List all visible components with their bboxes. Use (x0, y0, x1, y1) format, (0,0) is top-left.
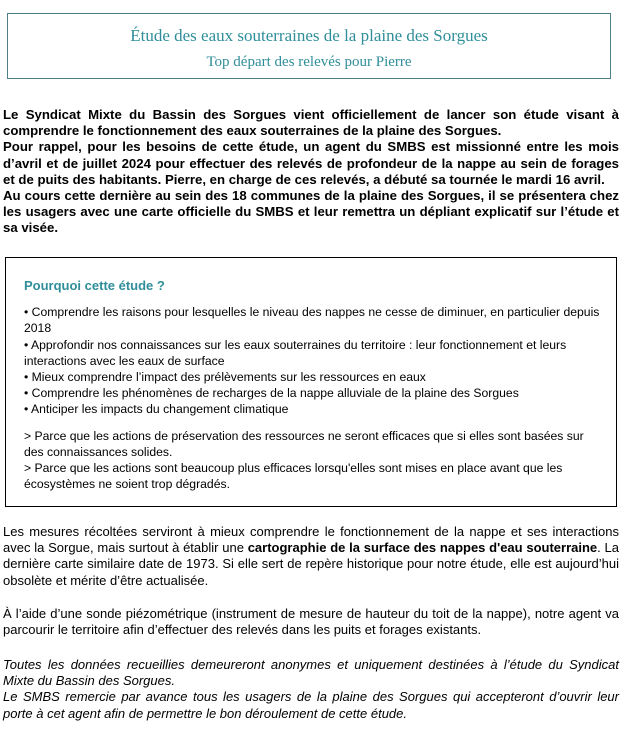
intro-paragraph-1: Le Syndicat Mixte du Bassin des Sorgues vient officiellement de lancer son étude visant à comprendre le fonctionnement des eaux souterraines de la plaine des Sorgues. (3, 107, 619, 139)
why-bullet: • Anticiper les impacts du changement climatique (24, 402, 289, 417)
why-bullet-list (24, 304, 602, 417)
why-reason-list (24, 428, 602, 493)
why-bullet: • Mieux comprendre l’impact des prélèvements sur les ressources en eaux (24, 370, 426, 385)
why-reason: > Parce que les actions de préservation des ressources ne seront efficaces que si elles sont basées sur des connaissances solides. (24, 428, 584, 459)
body-p1-bold: cartographie de la surface des nappes d'eau souterraine (247, 540, 598, 556)
title-box (7, 13, 611, 79)
why-reason: > Parce que les actions sont beaucoup plus efficaces lorsqu'elles sont mises en place avant que les écosystèmes ne soient trop dégradés. (24, 461, 563, 492)
why-box (5, 257, 617, 507)
why-bullet: • Comprendre les raisons pour lesquelles le niveau des nappes ne cesse de diminuer, en particulier depuis 2018 (24, 305, 600, 336)
body-closing (3, 657, 619, 722)
body-p1-end: . La dernière carte similaire date de 1973. Si elle sert de repère historique pour notre étude, elle est aujourd’hui obsolète et mérite d’être actualisée. (3, 540, 620, 588)
why-title: Pourquoi cette étude ? (24, 278, 165, 293)
body-p1-start: Les mesures récoltées serviront à mieux comprendre le fonctionnement de la nappe et ses interactions avec la Sorgue, mais surtout à établir une (3, 524, 619, 556)
body-paragraph-2: À l’aide d’une sonde piézométrique (instrument de mesure de hauteur du toit de la nappe), notre agent va parcourir le territoire afin d’effectuer des relevés dans les puits et forages existants. (3, 606, 619, 638)
why-bullet: • Approfondir nos connaissances sur les eaux souterraines du territoire : leur fonctionnement et leurs interactions avec les eaux de surface (24, 337, 567, 368)
page-subtitle: Top départ des relevés pour Pierre (206, 54, 412, 70)
intro-text (3, 107, 619, 237)
intro-paragraph-3: Au cours cette dernière au sein des 18 communes de la plaine des Sorgues, il se présentera chez les usagers avec une carte officielle du SMBS et leur remettra un dépliant explicatif sur l’étude et sa visée. (3, 188, 619, 236)
body-closing-2: Le SMBS remercie par avance tous les usagers de la plaine des Sorgues qui accepteront d’ouvrir leur porte à cet agent afin de permettre le bon déroulement de cette étude. (3, 689, 619, 721)
intro-paragraph-2: Pour rappel, pour les besoins de cette étude, un agent du SMBS est missionné entre les mois d’avril et de juillet 2024 pour effectuer des relevés de profondeur de la nappe au sein de forages et de puits des habitants. Pierre, en charge de ces relevés, a débuté sa tournée le mardi 16 avril. (3, 139, 619, 187)
page-title: Étude des eaux souterraines de la plaine des Sorgues (130, 26, 488, 45)
body-paragraph-1 (3, 524, 619, 589)
body-closing-1: Toutes les données recueillies demeureront anonymes et uniquement destinées à l’étude du Syndicat Mixte du Bassin des Sorgues. (3, 657, 619, 689)
why-bullet: • Comprendre les phénomènes de recharges de la nappe alluviale de la plaine des Sorgues (24, 386, 519, 401)
